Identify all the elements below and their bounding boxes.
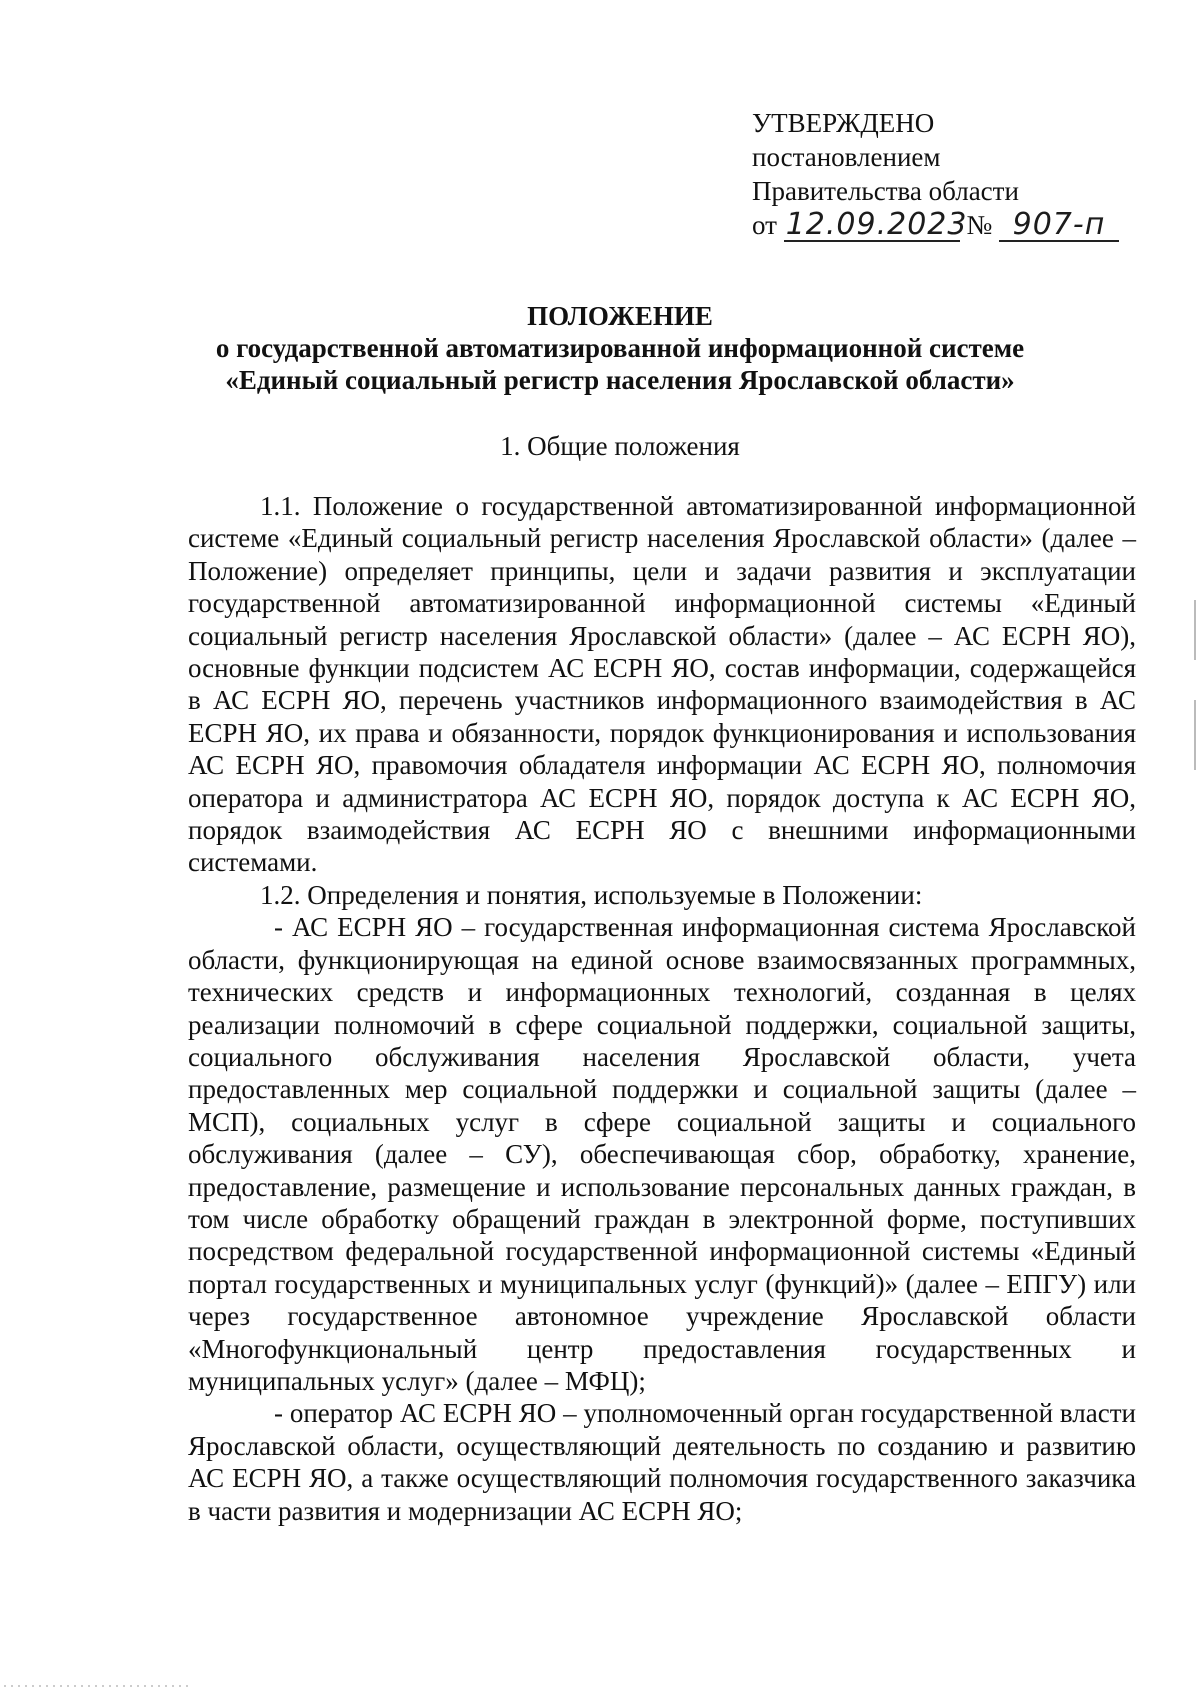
scan-edge-mark xyxy=(1194,700,1196,770)
definition-system: - АС ЕСРН ЯО – государственная информационная система Ярославской области, функционирующая на единой основе взаимосвязанных программных, технических средств и информационных технологий, созданная в целях реализации полномочий в сфере социальной поддержки, социальной защиты, социального обслуживания населения Ярославской области, учета предоставленных мер социальной поддержки и социальной защиты (далее – МСП), социальных услуг в сфере социальной защиты и социального обслуживания (далее – СУ), обеспечивающая сбор, обработку, хранение, предоставление, размещение и использование персональных данных граждан, в том числе обработку обращений граждан в электронной форме, поступивших посредством федеральной государственной информационной системы «Единый портал государственных и муниципальных услуг (функций)» (далее – ЕПГУ) или через государственное автономное учреждение Ярославской области «Многофункциональный центр предоставления государственных и муниципальных услуг» (далее – МФЦ); xyxy=(188,912,1136,1396)
document-heading xyxy=(160,300,1080,396)
document-body xyxy=(188,490,1136,1527)
paragraph-1-2: 1.2. Определения и понятия, используемые в Положении: xyxy=(260,879,923,910)
handwritten-number: 907-п xyxy=(999,210,1119,242)
number-sign: № xyxy=(966,210,993,240)
approval-stamp-block xyxy=(752,106,1152,242)
date-number-line xyxy=(752,208,1152,242)
definition-operator: - оператор АС ЕСРН ЯО – уполномоченный орган государственной власти Ярославской области, осуществляющий деятельность по созданию и развитию АС ЕСРН ЯО, а также осуществляющий полномочия государственного заказчика в части развития и модернизации АС ЕСРН ЯО; xyxy=(188,1398,1136,1526)
document-title: ПОЛОЖЕНИЕ xyxy=(527,301,713,331)
handwritten-date: 12.09.2023 xyxy=(785,207,968,242)
government-label: Правительства области xyxy=(752,176,1019,206)
date-prefix: от xyxy=(752,210,777,240)
section-title: 1. Общие положения xyxy=(500,431,740,461)
paragraph-1-1: 1.1. Положение о государственной автоматизированной информационной системе «Единый социальный регистр населения Ярославской области» (далее – Положение) определяет принципы, цели и задачи развития и эксплуатации государственной автоматизированной информационной системы «Единый социальный регистр населения Ярославской области» (далее – АС ЕСРН ЯО), основные функции подсистем АС ЕСРН ЯО, состав информации, содержащейся в АС ЕСРН ЯО, перечень участников информационного взаимодействия в АС ЕСРН ЯО, их права и обязанности, порядок функционирования и использования АС ЕСРН ЯО, правомочия обладателя информации АС ЕСРН ЯО, полномочия оператора и администратора АС ЕСРН ЯО, порядок доступа к АС ЕСРН ЯО, порядок взаимодействия АС ЕСРН ЯО с внешними информационными системами. xyxy=(188,491,1136,878)
approved-label: УТВЕРЖДЕНО xyxy=(752,108,935,138)
scan-edge-mark xyxy=(1194,600,1196,660)
decree-label: постановлением xyxy=(752,142,941,172)
document-subtitle-line-1: о государственной автоматизированной информационной системе xyxy=(215,333,1025,363)
document-subtitle-line-2: «Единый социальный регистр населения Ярославской области» xyxy=(225,365,1015,395)
scan-artifact xyxy=(0,1684,200,1688)
